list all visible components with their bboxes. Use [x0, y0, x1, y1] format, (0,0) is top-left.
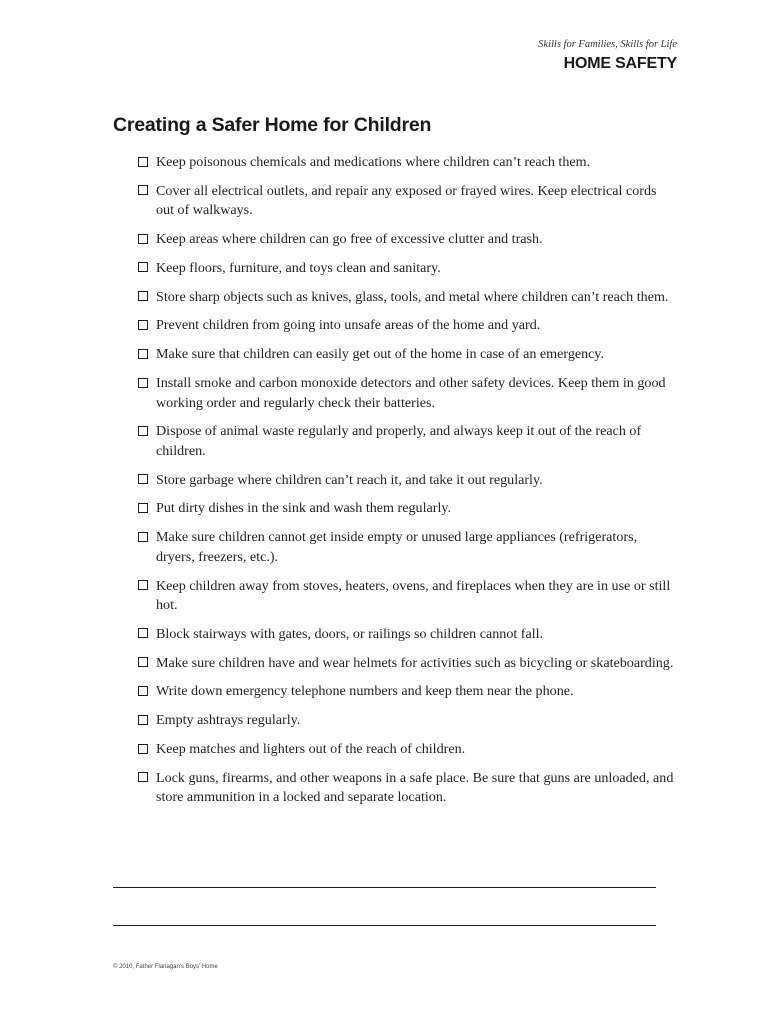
checkbox[interactable]	[138, 234, 148, 244]
checkbox[interactable]	[138, 157, 148, 167]
checkbox[interactable]	[138, 772, 148, 782]
checklist-item-text: Keep poisonous chemicals and medications where children can’t reach them.	[156, 154, 591, 170]
checklist-item	[138, 471, 678, 491]
checkbox[interactable]	[138, 426, 148, 436]
page-title: Creating a Safer Home for Children	[113, 114, 432, 136]
checkbox[interactable]	[138, 185, 148, 195]
safety-checklist	[138, 153, 678, 817]
checkbox[interactable]	[138, 744, 148, 754]
checklist-item	[138, 528, 678, 567]
checklist-item-text: Dispose of animal waste regularly and properly, and always keep it out of the reach of children.	[156, 423, 642, 459]
checklist-item-text: Keep floors, furniture, and toys clean and sanitary.	[156, 259, 441, 276]
checkbox[interactable]	[138, 657, 148, 667]
checklist-item	[138, 769, 678, 808]
checklist-item-text: Cover all electrical outlets, and repair any exposed or frayed wires. Keep electrical cords out of walkways.	[156, 182, 657, 219]
checklist-item	[138, 625, 678, 645]
write-in-line[interactable]	[113, 887, 656, 888]
checkbox[interactable]	[138, 628, 148, 638]
checkbox[interactable]	[138, 474, 148, 484]
checklist-item	[138, 230, 678, 250]
page-header	[538, 38, 677, 75]
checklist-item	[138, 740, 678, 760]
header-tagline: Skills for Families, Skills for Life	[538, 39, 677, 50]
checklist-item	[138, 577, 678, 616]
checklist-item	[138, 182, 678, 221]
checklist-item-text: Keep children away from stoves, heaters, ovens, and fireplaces when they are in use or still hot.	[156, 577, 671, 614]
checklist-item	[138, 711, 678, 731]
checkbox[interactable]	[138, 349, 148, 359]
checklist-item-text: Write down emergency telephone numbers and keep them near the phone.	[156, 683, 574, 700]
checklist-item	[138, 153, 678, 173]
checkbox[interactable]	[138, 686, 148, 696]
checklist-item	[138, 316, 678, 336]
checklist-item	[138, 682, 678, 702]
checklist-item	[138, 654, 678, 674]
checklist-item-text: Empty ashtrays regularly.	[156, 712, 301, 729]
checkbox[interactable]	[138, 580, 148, 590]
checklist-item-text: Make sure children cannot get inside empty or unused large appliances (refrigerators, dryers, freezers, etc.).	[156, 529, 638, 565]
checkbox[interactable]	[138, 262, 148, 272]
checklist-item	[138, 345, 678, 365]
checklist-item-text: Make sure that children can easily get out of the home in case of an emergency.	[156, 346, 605, 363]
checklist-item-text: Put dirty dishes in the sink and wash them regularly.	[156, 500, 452, 517]
checkbox[interactable]	[138, 378, 148, 388]
checklist-item-text: Make sure children have and wear helmets for activities such as bicycling or skateboarding.	[156, 654, 674, 671]
checklist-item-text: Block stairways with gates, doors, or railings so children cannot fall.	[156, 625, 544, 642]
checkbox[interactable]	[138, 503, 148, 513]
header-section-label: HOME SAFETY	[563, 55, 677, 72]
checklist-item-text: Store sharp objects such as knives, glass, tools, and metal where children can’t reach them.	[156, 288, 669, 305]
checklist-item	[138, 374, 678, 413]
checklist-item-text: Store garbage where children can’t reach it, and take it out regularly.	[156, 471, 543, 488]
checklist-item-text: Keep matches and lighters out of the reach of children.	[156, 741, 466, 758]
checklist-item	[138, 499, 678, 519]
checklist-item	[138, 259, 678, 279]
copyright-notice: © 2010, Father Flanagan’s Boys’ Home	[113, 964, 218, 970]
checklist-item-text: Keep areas where children can go free of excessive clutter and trash.	[156, 231, 543, 248]
checklist-item-text: Prevent children from going into unsafe areas of the home and yard.	[156, 317, 541, 334]
checkbox[interactable]	[138, 715, 148, 725]
checkbox[interactable]	[138, 532, 148, 542]
checkbox[interactable]	[138, 291, 148, 301]
checklist-item	[138, 422, 678, 461]
checklist-item-text: Lock guns, firearms, and other weapons in a safe place. Be sure that guns are unloaded, and store ammunition in a locked and separate location.	[156, 769, 674, 806]
write-in-line[interactable]	[113, 925, 656, 926]
checkbox[interactable]	[138, 320, 148, 330]
checklist-item	[138, 288, 678, 308]
checklist-item-text: Install smoke and carbon monoxide detectors and other safety devices. Keep them in good working order and regularly check their batteries.	[156, 375, 666, 411]
